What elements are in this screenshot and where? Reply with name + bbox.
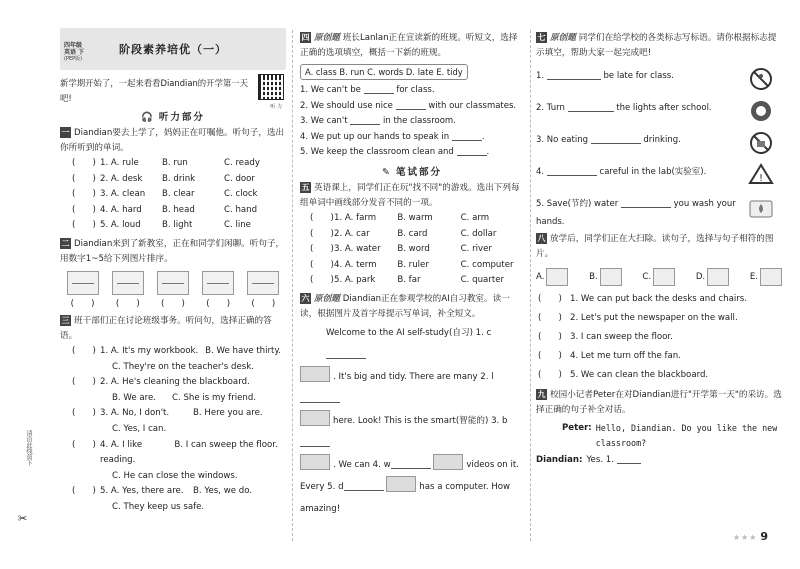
- blackboard-image: [300, 454, 330, 470]
- intro-text: 新学期开始了，一起来看看Diandian的开学第一天吧! 听 力: [60, 76, 286, 106]
- cleaning-picture: [546, 268, 568, 286]
- classroom-picture: [157, 271, 189, 295]
- list-item: ( ) 3. A. water B. word C. river: [310, 244, 492, 255]
- question-6-passage: Welcome to the AI self-study(自习) 1. c . It's big and tidy. There are many 2. l here. Look! This is the smart(智能的) 3. b . We can 4. w videos on it. Every 5. d has a computer. How amazing!: [300, 327, 519, 514]
- list-item: 2. We should use nice with our classmates.: [300, 100, 517, 111]
- column-right: [536, 28, 782, 468]
- column-divider: [530, 30, 531, 541]
- list-item: 5. We keep the classroom clean and .: [300, 147, 490, 158]
- list-item: 5. Save(节约) water you wash your hands.: [536, 199, 736, 227]
- no-eating-sign-icon: [748, 131, 774, 155]
- cut-line-note: 请沿此线剪下: [25, 430, 32, 466]
- list-item: 3. We can't in the classroom.: [300, 116, 456, 127]
- page-number: ★★★ 9: [732, 530, 768, 543]
- grade-tag: 四年级 英语 下 (PEP版): [64, 42, 85, 62]
- question-1-instruction: 一 Diandian要去上学了，妈妈正在叮嘱他。听句子，选出你所听到的单词。: [60, 128, 285, 153]
- list-item: ( ) 4. A. I like reading. B. I can sweep the floor.: [72, 439, 278, 466]
- list-item: ( ) 4. A. term B. ruler C. computer: [310, 259, 514, 270]
- list-item: ( ) 2. A. He's cleaning the blackboard.: [72, 377, 250, 388]
- list-item: ( ) 3. I can sweep the floor.: [538, 332, 673, 342]
- column-middle: [300, 28, 524, 520]
- cleaning-picture: [760, 268, 782, 286]
- question-9-instruction: 九 校园小记者Peter在对Diandian进行"开学第一天"的采访。选择正确的句子补全对话。: [536, 390, 782, 415]
- list-item: ( ) 2. Let's put the newspaper on the wall.: [538, 313, 738, 323]
- list-item: 2. Turn the lights after school.: [536, 103, 712, 113]
- list-item: ( ) 1. We can put back the desks and chairs.: [538, 294, 747, 304]
- headphone-icon: 🎧: [141, 112, 155, 123]
- question-8-instruction: 八 放学后，同学们正在大扫除。读句子，选择与句子相符的图片。: [536, 234, 774, 259]
- question-3-items: ( ) 1. A. It's my workbook. B. We have thirty. C. They're on the teacher's desk. ( ) 2. A. He's cleaning the blackboard. B. We are. C. She is my friend. ( ) 3. A. No, I don't. B. Here you are. C. Yes, I can. ( ) 4. A. I like reading. B. I can sweep the floor. C. He can close the windows. ( ) 5. A. Yes, there are. B. Yes, we do. C. They keep us safe.: [60, 344, 286, 516]
- question-2-answers: ( ) ( ) ( ) ( ) ( ): [70, 298, 276, 309]
- cleaning-picture: [600, 268, 622, 286]
- save-water-sign-icon: [748, 197, 774, 221]
- question-3-instruction: 三 班干部们正在讨论班级事务。听问句，选择正确的答语。: [60, 315, 272, 341]
- list-item: ( ) 1. A. rule B. run C. ready: [72, 158, 260, 168]
- question-1-items: [60, 156, 286, 234]
- dialogue: [536, 421, 782, 468]
- qr-caption: 听 力: [270, 104, 282, 110]
- list-item: ( ) 1. A. It's my workbook. B. We have thirty.: [72, 345, 282, 356]
- svg-text:!: !: [758, 173, 764, 184]
- dialogue-line: Diandian: Yes. 1.: [536, 453, 782, 468]
- list-item: ( ) 4. A. hard B. head C. hand: [72, 204, 258, 215]
- no-running-sign-icon: [748, 67, 774, 91]
- question-2-pictures: [60, 271, 286, 295]
- dialogue-line: Peter: Hello, Diandian. Do you like the new classroom?: [562, 423, 778, 448]
- question-7-instruction: 七 原创题 同学们在给学校的各类标志写标语。请你根据标志提示填空，帮助大家一起完成吧!: [536, 33, 777, 58]
- list-item: ( ) 1. A. farm B. warm C. arm: [310, 212, 490, 223]
- list-item: 4. careful in the lab(实验室).: [536, 167, 707, 177]
- turn-off-lights-sign-icon: [748, 99, 774, 123]
- list-item: 3. No eating drinking.: [536, 135, 681, 145]
- list-item: 4. We put up our hands to speak in .: [300, 131, 485, 142]
- classroom-picture: [247, 271, 279, 295]
- list-item: ( ) 5. We can clean the blackboard.: [538, 370, 709, 380]
- list-item: ( ) 4. Let me turn off the fan.: [538, 351, 681, 361]
- scissors-icon: ✂: [18, 512, 28, 525]
- listening-section-title: 🎧 听力部分: [141, 112, 205, 123]
- question-7-items: [536, 67, 782, 229]
- classroom-picture: [67, 271, 99, 295]
- column-left: [60, 28, 286, 516]
- question-4-instruction: 四 原创题 班长Lanlan正在宣读新的班规。听短文，选择正确的选项填空，概括一下新的班规。: [300, 33, 518, 58]
- classroom-picture: [112, 271, 144, 295]
- list-item: ( ) 3. A. clean B. clear C. clock: [72, 189, 258, 200]
- question-8-pictures: A. B. C. D. E.: [536, 268, 782, 286]
- lights-image: [300, 410, 330, 426]
- question-2-instruction: 二 Diandian来到了新教室，正在和同学们闲聊。听句子，用数字1~5给下列图片排序。: [60, 238, 285, 264]
- page-title: 阶段素养培优（一）: [119, 43, 227, 56]
- list-item: ( ) 2. A. car B. card C. dollar: [310, 228, 497, 239]
- writing-section-title: ✎ 笔试部分: [382, 166, 442, 178]
- list-item: ( ) 5. A. park B. far C. quarter: [310, 275, 505, 286]
- question-6-instruction: 六 原创题 Diandian正在参观学校的AI自习教室。读一读，根据图片及首字母提示写单词，补全短文。: [300, 293, 510, 319]
- cleaning-picture: [653, 268, 675, 286]
- qr-code-icon[interactable]: [258, 74, 284, 100]
- desk-image: [386, 476, 416, 492]
- list-item: ( ) 5. A. loud B. light C. line: [72, 220, 251, 231]
- question-5-instruction: 五 英语课上，同学们正在玩"找不同"的游戏。选出下列每组单词中画线部分发音不同的一项。: [300, 182, 520, 208]
- column-divider: [292, 30, 293, 541]
- list-item: ( ) 5. A. Yes, there are. B. Yes, we do.: [72, 486, 253, 497]
- list-item: ( ) 3. A. No, I don't. B. Here you are.: [72, 408, 263, 419]
- classroom-image: [300, 366, 330, 382]
- star-icon: ★★★: [732, 533, 758, 542]
- tv-image: [433, 454, 463, 470]
- page-header: [60, 28, 286, 70]
- list-item: 1. We can't be for class.: [300, 85, 435, 95]
- list-item: 1. be late for class.: [536, 71, 674, 81]
- list-item: ( ) 2. A. desk B. drink C. door: [72, 173, 255, 184]
- cleaning-picture: [707, 268, 729, 286]
- classroom-picture: [202, 271, 234, 295]
- pencil-icon: ✎: [382, 166, 392, 178]
- options-box: A. class B. run C. words D. late E. tidy: [300, 64, 468, 80]
- caution-sign-icon: [748, 163, 774, 187]
